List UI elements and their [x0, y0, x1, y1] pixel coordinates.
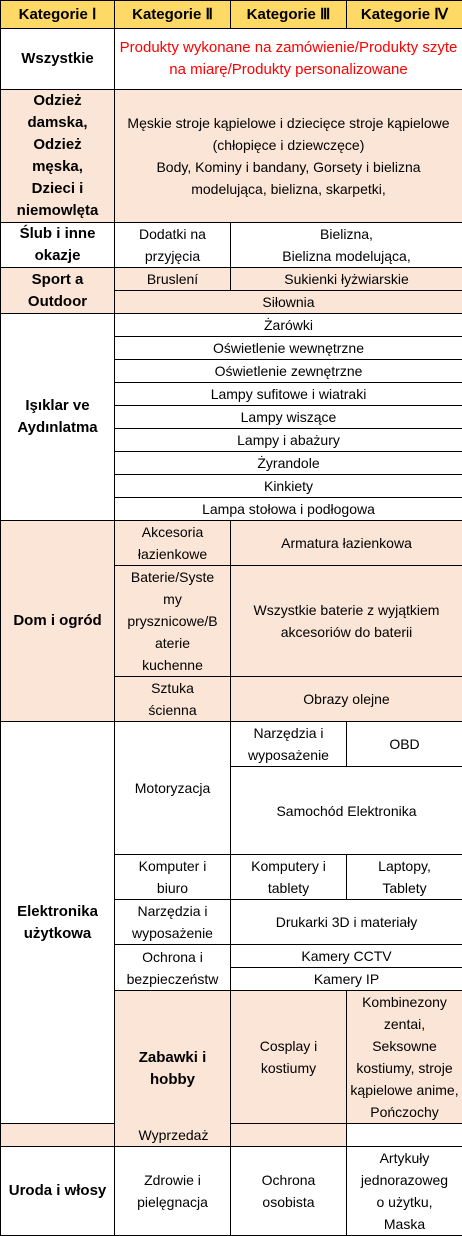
all-description: Produkty wykonane na zamówienie/Produkty szyte na miarę/Produkty personalizowane: [115, 29, 462, 90]
row-toys-2: [1, 1124, 462, 1147]
electronics-laptops: Laptopy, Tablety: [347, 855, 462, 900]
lighting-item: Oświetlenie zewnętrzne: [115, 360, 462, 383]
header-category-4: Kategorie Ⅳ: [347, 1, 462, 29]
toys-cosplay: Cosplay i kostiumy: [231, 991, 347, 1124]
sport-skating-dresses: Sukienki łyżwiarskie: [231, 268, 462, 291]
electronics-security: Ochrona i bezpieczeństw: [115, 945, 231, 991]
header-row: [1, 1, 462, 29]
header-category-3: Kategorie Ⅲ: [231, 1, 347, 29]
sport-gym: Siłownia: [115, 291, 462, 314]
toys-costumes: Kombinezony zentai, Seksowne kostiumy, stroje kąpielowe anime, Pończochy: [347, 991, 462, 1124]
sport-skating: Bruslení: [115, 268, 231, 291]
row-sport-1: [1, 268, 462, 291]
row-lighting-1: [1, 314, 462, 337]
electronics-car-electronics: Samochód Elektronika: [231, 767, 462, 855]
row-electronics-1: [1, 722, 462, 767]
header-category-1: Kategorie Ⅰ: [1, 1, 115, 29]
lighting-item: Kinkiety: [115, 475, 462, 498]
electronics-tools: Narzędzia i wyposażenie: [115, 900, 231, 945]
lighting-item: Lampa stołowa i podłogowa: [115, 498, 462, 521]
electronics-3d-printers: Drukarki 3D i materiały: [231, 900, 462, 945]
electronics-automotive: Motoryzacja: [115, 722, 231, 855]
beauty-disposables: Artykuły jednorazoweg o użytku, Maska: [347, 1147, 462, 1236]
toys-sale: Wyprzedaż: [1, 1124, 347, 1147]
home-bathroom-fixtures: Armatura łazienkowa: [231, 521, 462, 566]
header-category-2: Kategorie Ⅱ: [115, 1, 231, 29]
category-lighting-label: Işıklar ve Aydınlatma: [1, 314, 115, 521]
lighting-item: Oświetlenie wewnętrzne: [115, 337, 462, 360]
home-faucets-note: Wszystkie baterie z wyjątkiem akcesoriów do baterii: [231, 566, 462, 677]
electronics-obd: OBD: [347, 722, 462, 767]
lighting-item: Lampy wiszące: [115, 406, 462, 429]
row-beauty: [1, 1147, 462, 1236]
lighting-item: Lampy i abażury: [115, 429, 462, 452]
lighting-item: Lampy sufitowe i wiatraki: [115, 383, 462, 406]
category-toys-label: Zabawki i hobby: [115, 991, 231, 1147]
row-clothing: [1, 90, 462, 223]
home-bathroom-accessories: Akcesoria łazienkowe: [115, 521, 231, 566]
category-home-label: Dom i ogród: [1, 521, 115, 722]
wedding-lingerie: Bielizna, Bielizna modelująca,: [231, 223, 462, 268]
category-wedding-label: Ślub i inne okazje: [1, 223, 115, 268]
electronics-auto-tools: Narzędzia i wyposażenie: [231, 722, 347, 767]
wedding-party-accessories: Dodatki na przyjęcia: [115, 223, 231, 268]
row-all: [1, 29, 462, 90]
category-beauty-label: Uroda i włosy: [1, 1147, 115, 1236]
category-clothing-label: Odzież damska, Odzież męska, Dzieci i niemowlęta: [1, 90, 115, 223]
home-wall-art: Sztuka ścienna: [115, 677, 231, 722]
lighting-item: Żyrandole: [115, 452, 462, 475]
electronics-computer-office: Komputer i biuro: [115, 855, 231, 900]
row-home-1: [1, 521, 462, 566]
electronics-cctv: Kamery CCTV: [231, 945, 462, 968]
beauty-personal-protection: Ochrona osobista: [231, 1147, 347, 1236]
category-sport-label: Sport a Outdoor: [1, 268, 115, 314]
category-electronics-label: Elektronika użytkowa: [1, 722, 115, 1124]
home-faucets: Baterie/Syste my prysznicowe/B aterie kuchenne: [115, 566, 231, 677]
category-all-label: Wszystkie: [1, 29, 115, 90]
home-oil-paintings: Obrazy olejne: [231, 677, 462, 722]
electronics-ip-cameras: Kamery IP: [231, 968, 462, 991]
beauty-health-care: Zdrowie i pielęgnacja: [115, 1147, 231, 1236]
clothing-description: Męskie stroje kąpielowe i dziecięce stroje kąpielowe (chłopięce i dziewczęce) Body, Kominy i bandany, Gorsety i bielizna modelująca, bielizna, skarpetki,: [115, 90, 462, 223]
lighting-item: Żarówki: [115, 314, 462, 337]
electronics-computers-tablets: Komputery i tablety: [231, 855, 347, 900]
row-wedding: [1, 223, 462, 268]
